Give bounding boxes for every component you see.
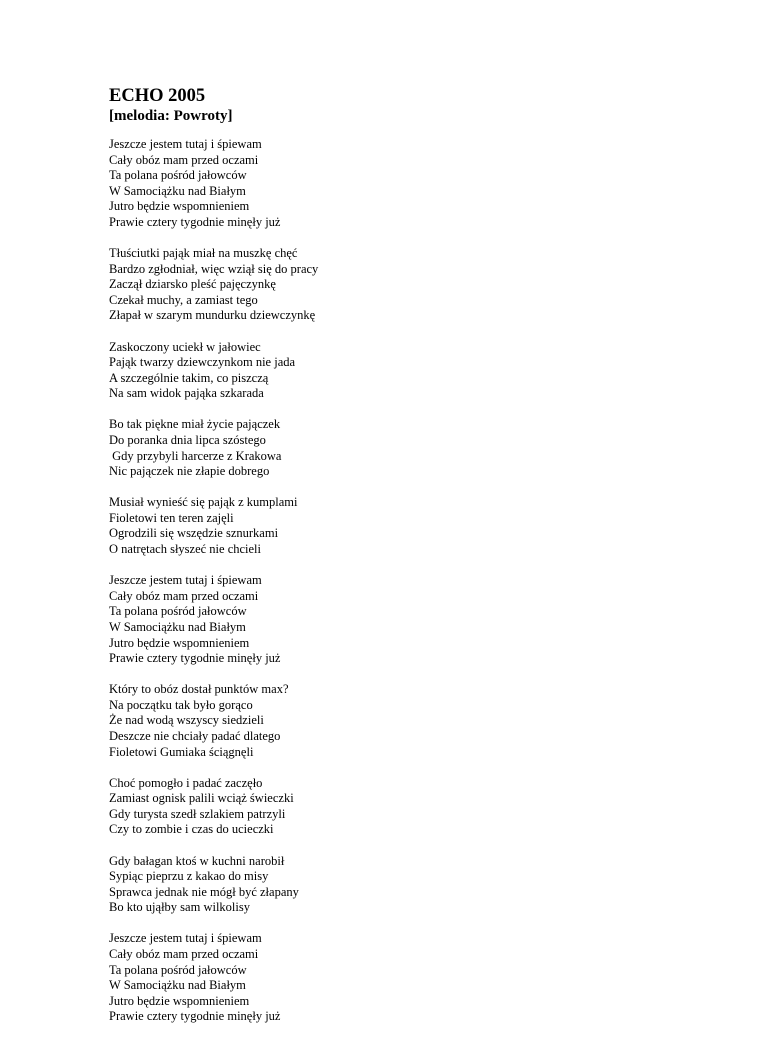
lyric-line: Jeszcze jestem tutaj i śpiewam: [109, 573, 262, 588]
lyric-line: Sypiąc pieprzu z kakao do misy: [109, 869, 269, 884]
lyric-line: Choć pomogło i padać zaczęło: [109, 775, 263, 790]
stanza: [109, 495, 729, 557]
lyric-line: Czekał muchy, a zamiast tego: [109, 292, 258, 307]
lyric-line: W Samociążku nad Białym: [109, 619, 246, 634]
song-melody-subtitle: [melodia: Powroty]: [109, 108, 233, 124]
lyric-line: Tłuściutki pająk miał na muszkę chęć: [109, 246, 298, 261]
lyric-line: Musiał wynieść się pająk z kumplami: [109, 495, 298, 510]
lyric-line: Deszcze nie chciały padać dlatego: [109, 729, 281, 743]
stanza: [109, 137, 729, 231]
lyric-line: Jeszcze jestem tutaj i śpiewam: [109, 931, 262, 946]
lyric-line: Który to obóz dostał punktów max?: [109, 682, 289, 697]
lyric-line: Jutro będzie wspomnieniem: [109, 199, 250, 214]
stanza: [109, 854, 729, 916]
lyric-line: O natrętach słyszeć nie chcieli: [109, 542, 262, 557]
lyric-line: Gdy przybyli harcerze z Krakowa: [109, 448, 282, 463]
lyric-line: W Samociążku nad Białym: [109, 978, 246, 993]
document-page: [109, 85, 729, 1041]
lyric-line: A szczególnie takim, co piszczą: [109, 370, 269, 385]
lyric-line: Cały obóz mam przed oczami: [109, 588, 259, 603]
lyric-line: Cały obóz mam przed oczami: [109, 152, 259, 167]
lyric-line: Złapał w szarym mundurku dziewczynkę: [109, 308, 316, 323]
lyric-line: Prawie cztery tygodnie minęły już: [109, 651, 281, 666]
stanza: [109, 246, 729, 324]
lyric-line: Cały obóz mam przed oczami: [109, 947, 259, 962]
lyric-line: Jutro będzie wspomnieniem: [109, 635, 250, 650]
stanza: [109, 776, 729, 838]
lyric-line: Bo tak piękne miał życie pajączek: [109, 417, 281, 432]
lyric-line: Pająk twarzy dziewczynkom nie jada: [109, 355, 296, 370]
lyric-line: Jeszcze jestem tutaj i śpiewam: [109, 137, 262, 151]
lyric-line: Ogrodzili się wszędzie sznurkami: [109, 526, 279, 541]
lyric-line: Na początku tak było gorąco: [109, 697, 253, 712]
lyric-line: Do poranka dnia lipca szóstego: [109, 433, 266, 447]
lyric-line: Zaczął dziarsko pleść pajęczynkę: [109, 277, 276, 292]
lyric-line: Zamiast ognisk palili wciąż świeczki: [109, 791, 294, 806]
stanza: [109, 340, 729, 402]
lyric-line: Zaskoczony uciekł w jałowiec: [109, 339, 261, 354]
lyric-line: Na sam widok pająka szkarada: [109, 386, 264, 401]
lyric-line: Czy to zombie i czas do ucieczki: [109, 822, 274, 837]
lyric-line: Jutro będzie wspomnieniem: [109, 993, 250, 1008]
lyric-line: Że nad wodą wszyscy siedzieli: [109, 713, 264, 728]
lyrics-body: [109, 137, 729, 1025]
lyric-line: Ta polana pośród jałowców: [109, 962, 247, 977]
stanza: [109, 417, 729, 479]
lyric-line: Ta polana pośród jałowców: [109, 168, 247, 183]
lyric-line: Prawie cztery tygodnie minęły już: [109, 1009, 281, 1024]
lyric-line: Sprawca jednak nie mógł być złapany: [109, 884, 299, 899]
stanza: [109, 931, 729, 1025]
lyric-line: Ta polana pośród jałowców: [109, 604, 247, 619]
lyric-line: Bardzo zgłodniał, więc wziął się do pracy: [109, 261, 319, 276]
song-title: ECHO 2005: [109, 86, 206, 106]
lyric-line: Gdy bałagan ktoś w kuchni narobił: [109, 853, 285, 868]
lyric-line: Gdy turysta szedł szlakiem patrzyli: [109, 806, 286, 821]
lyric-line: Fioletowi ten teren zajęli: [109, 510, 234, 525]
lyric-line: Nic pajączek nie złapie dobrego: [109, 464, 270, 479]
lyric-line: Fioletowi Gumiaka ściągnęli: [109, 744, 254, 759]
lyric-line: Bo kto ująłby sam wilkolisy: [109, 900, 250, 915]
stanza: [109, 682, 729, 760]
lyric-line: Prawie cztery tygodnie minęły już: [109, 214, 281, 229]
lyric-line: W Samociążku nad Białym: [109, 183, 246, 198]
stanza: [109, 573, 729, 667]
